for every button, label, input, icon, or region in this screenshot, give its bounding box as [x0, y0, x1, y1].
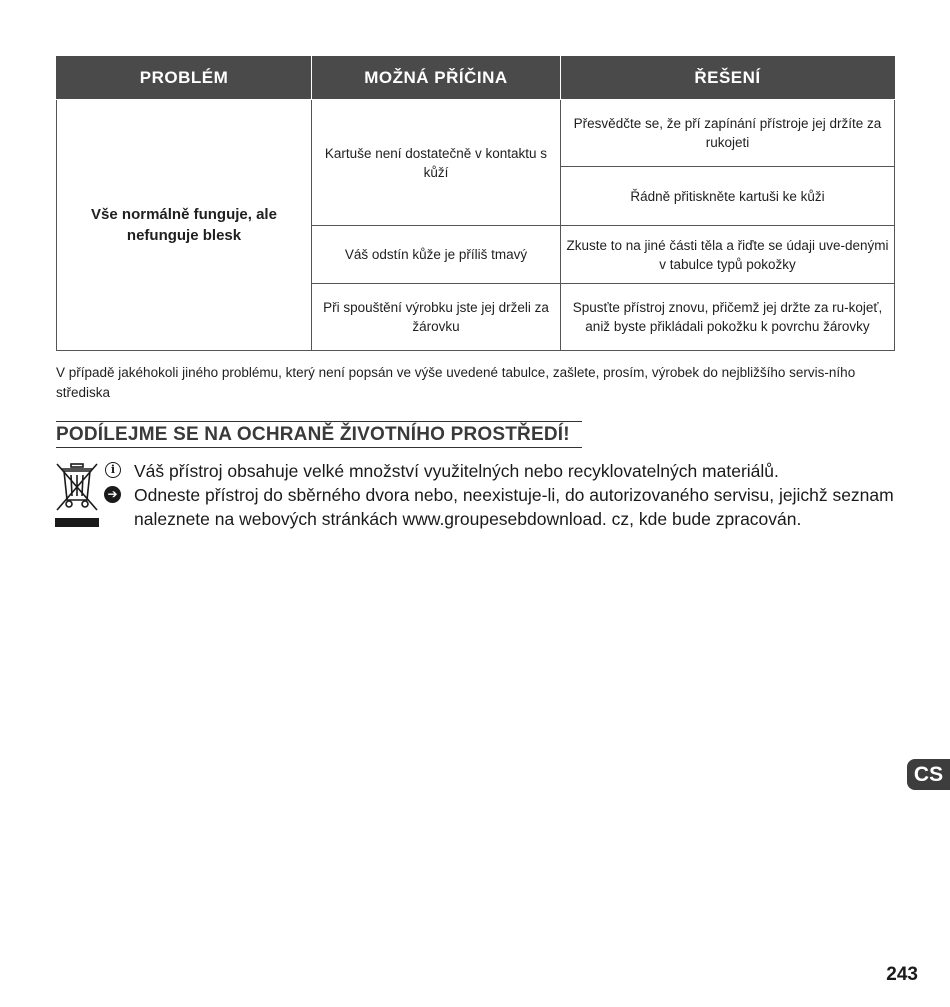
info-icon: i	[105, 462, 121, 478]
header-cause: MOŽNÁ PŘÍČINA	[312, 57, 561, 100]
arrow-right-icon: ➔	[104, 486, 121, 503]
info-text: Váš přístroj obsahuje velké množství využitelných nebo recyklovatelných materiálů.	[134, 461, 779, 481]
solution-cell: Přesvědčte se, že pří zapínání přístroje jej držíte za rukojeti	[561, 100, 895, 167]
info-line	[104, 459, 904, 483]
solution-cell: Řádně přitiskněte kartuši ke kůži	[561, 167, 895, 226]
language-tab: CS	[907, 759, 950, 790]
service-note: V případě jakéhokoli jiného problému, který není popsán ve výše uvedené tabulce, zašlete, prosím, výrobek do nejbližšího servis-ního střediska	[56, 365, 856, 400]
cause-cell: Kartuše není dostatečně v kontaktu s kůží	[312, 100, 561, 226]
crossed-out-bin-icon	[55, 462, 101, 530]
instruction-text: Odneste přístroj do sběrného dvora nebo, neexistuje-li, do autorizovaného servisu, jejichž seznam naleznete na webových stránkách www.groupesebdownload. cz, kde bude zpracován.	[134, 485, 894, 529]
solution-cell: Spusťte přístroj znovu, přičemž jej držte za ru-kojeť, aniž byste přikládali pokožku k povrchu žárovky	[561, 284, 895, 351]
page-number: 243	[886, 964, 918, 985]
solution-cell: Zkuste to na jiné části těla a řiďte se údaji uve-denými v tabulce typů pokožky	[561, 226, 895, 284]
table-header-row	[57, 57, 895, 100]
instruction-line	[104, 483, 904, 531]
problem-cell: Vše normálně funguje, ale nefunguje blesk	[57, 100, 312, 351]
environment-text	[104, 459, 904, 531]
troubleshooting-table	[56, 56, 895, 351]
table-row	[57, 100, 895, 167]
cause-cell: Váš odstín kůže je příliš tmavý	[312, 226, 561, 284]
cause-cell: Při spouštění výrobku jste jej drželi za žárovku	[312, 284, 561, 351]
header-solution: ŘEŠENÍ	[561, 57, 895, 100]
environment-heading: PODÍLEJME SE NA OCHRANĚ ŽIVOTNÍHO PROSTŘEDÍ!	[56, 421, 582, 448]
header-problem: PROBLÉM	[57, 57, 312, 100]
